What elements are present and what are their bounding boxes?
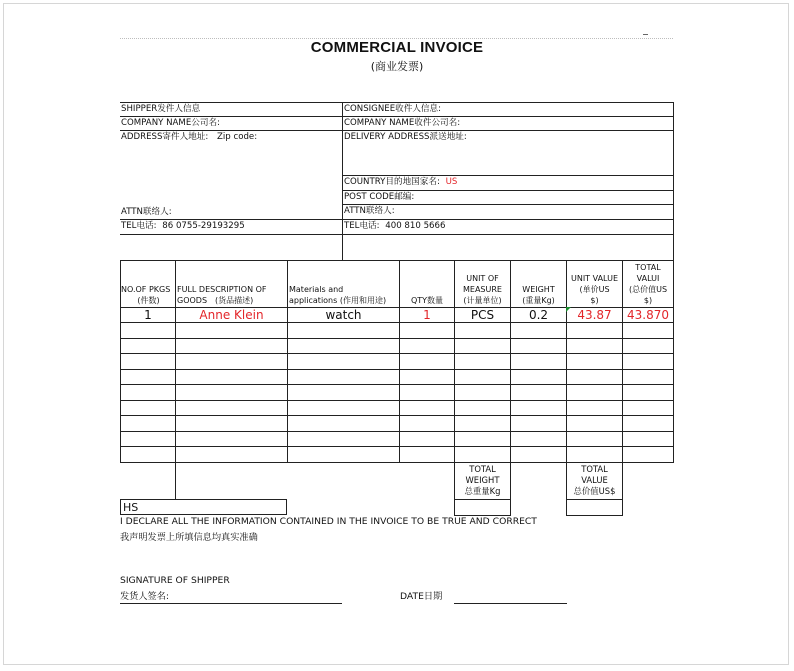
top-mark bbox=[643, 34, 648, 35]
row-pkgs: 1 bbox=[144, 308, 152, 322]
header-description: FULL DESCRIPTION OF GOODS (货品描述) bbox=[177, 285, 267, 305]
row-weight: 0.2 bbox=[528, 308, 549, 322]
header-weight: WEIGHT (重量Kg) bbox=[522, 285, 555, 305]
shipper-tel-label: TEL电话: bbox=[121, 221, 157, 231]
cell-comment-marker bbox=[566, 307, 571, 312]
row-unit-value: 43.87 bbox=[577, 308, 612, 322]
consignee-tel-label: TEL电话: bbox=[344, 221, 380, 231]
shipper-address-row bbox=[120, 131, 342, 144]
signature-label-cn: 发货人签名: bbox=[120, 591, 170, 602]
consignee-country-label: COUNTRY目的地国家名: bbox=[344, 177, 440, 187]
shipper-address-label: ADDRESS寄件人地址: bbox=[121, 132, 209, 142]
hs-label: HS bbox=[123, 501, 139, 514]
invoice-title: COMMERCIAL INVOICE bbox=[310, 39, 484, 56]
hs-code-box bbox=[120, 499, 287, 515]
consignee-delivery-label: DELIVERY ADDRESS派送地址: bbox=[344, 132, 467, 142]
shipper-zip-label: Zip code: bbox=[217, 132, 258, 142]
header-total-value: TOTAL VALUI (总价值US $) bbox=[628, 263, 668, 305]
row-total-value: 43.870 bbox=[627, 308, 669, 322]
invoice-subtitle: (商业发票) bbox=[370, 60, 424, 73]
header-materials: Materials and applications (作用和用途) bbox=[289, 285, 387, 305]
declaration-en: I DECLARE ALL THE INFORMATION CONTAINED IN THE INVOICE TO BE TRUE AND CORRECT bbox=[120, 516, 537, 527]
consignee-tel-value: 400 810 5666 bbox=[385, 221, 446, 231]
header-pkgs: NO.OF PKGS (件数) bbox=[121, 285, 171, 305]
row-qty: 1 bbox=[423, 308, 431, 322]
row-description: Anne Klein bbox=[199, 308, 264, 322]
row-unit-of-measure: PCS bbox=[470, 308, 495, 322]
consignee-header: CONSIGNEE收件人信息: bbox=[344, 104, 441, 114]
shipper-attn-label: ATTN联络人: bbox=[121, 207, 172, 217]
consignee-country-row bbox=[343, 176, 673, 189]
declaration-cn: 我声明发票上所填信息均真实准确 bbox=[120, 532, 258, 543]
consignee-post-label: POST CODE邮编: bbox=[344, 192, 415, 202]
shipper-header: SHIPPER发件人信息 bbox=[121, 104, 201, 114]
header-qty: QTY数量 bbox=[410, 296, 444, 305]
total-value-label: TOTAL VALUE 总价值US$ bbox=[573, 464, 616, 496]
consignee-attn-label: ATTN联络人: bbox=[344, 206, 395, 216]
total-weight-label: TOTAL WEIGHT 总重量Kg bbox=[464, 464, 501, 496]
consignee-tel-row bbox=[343, 220, 673, 233]
signature-line[interactable] bbox=[120, 603, 342, 604]
row-materials: watch bbox=[325, 308, 362, 322]
date-label: DATE日期 bbox=[400, 591, 443, 602]
consignee-country-value: US bbox=[445, 177, 458, 187]
header-unit-value: UNIT VALUE (单价US $) bbox=[570, 274, 619, 305]
header-unit-of-measure: UNIT OF MEASURE (计量单位) bbox=[463, 274, 502, 305]
signature-label-en: SIGNATURE OF SHIPPER bbox=[120, 575, 230, 586]
date-line[interactable] bbox=[454, 603, 567, 604]
shipper-tel-row bbox=[120, 220, 342, 233]
shipper-tel-value: 86 0755-29193295 bbox=[162, 221, 245, 231]
consignee-company-label: COMPANY NAME收件公司名: bbox=[344, 118, 461, 128]
shipper-company-label: COMPANY NAME公司名: bbox=[121, 118, 220, 128]
